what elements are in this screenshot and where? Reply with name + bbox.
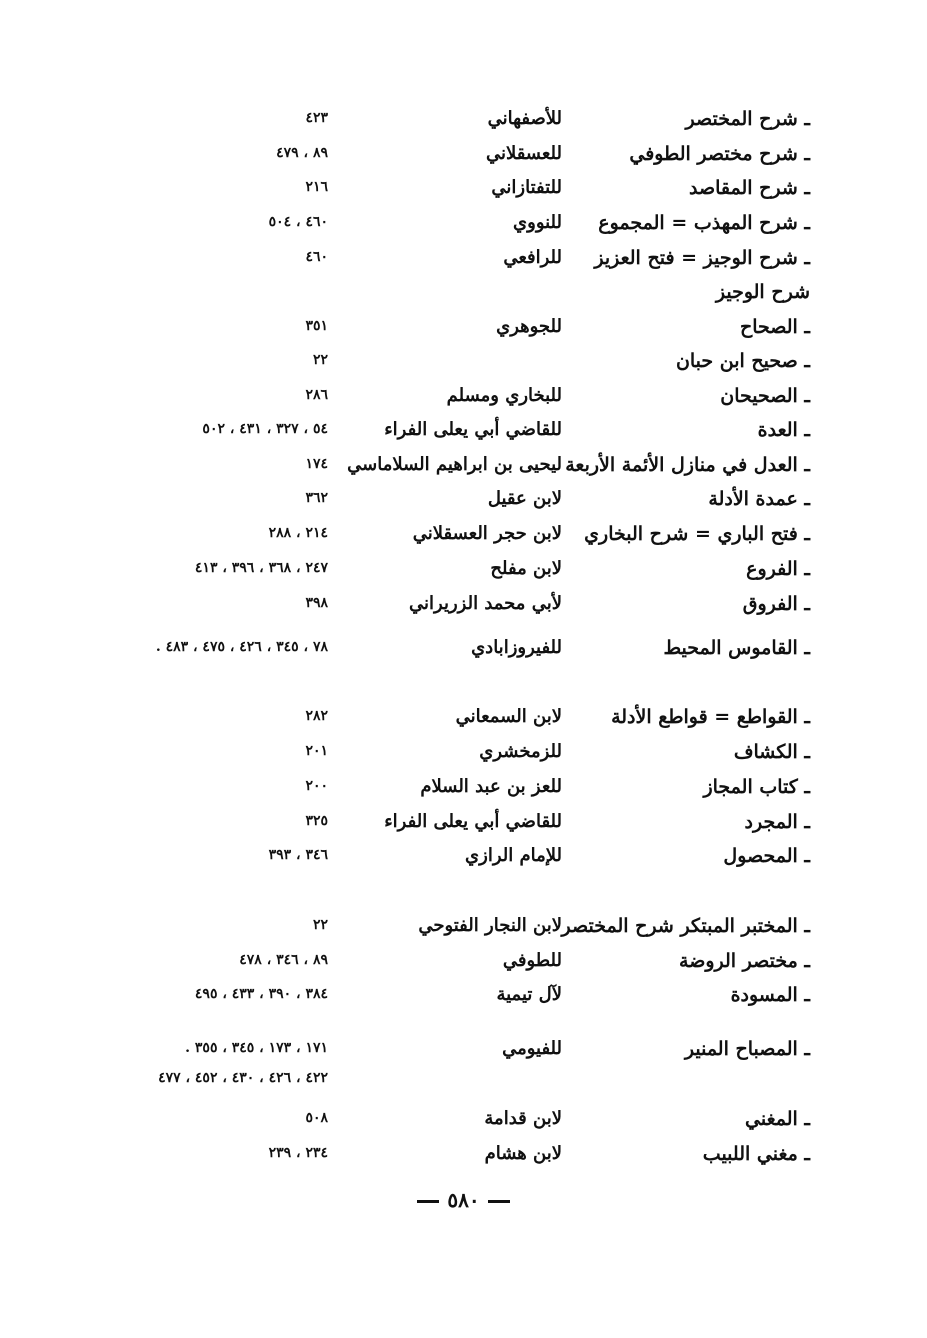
footer-dash-right xyxy=(488,1200,510,1203)
entry-author: للإمام الرازي xyxy=(465,845,562,866)
index-entry xyxy=(100,143,810,177)
entry-author: للزمخشري xyxy=(479,741,562,762)
index-entry xyxy=(100,637,810,671)
index-entry xyxy=(100,316,810,350)
entry-title-continued: شرح الوجيز xyxy=(715,281,810,303)
page-number: ٥٨٠ xyxy=(447,1188,480,1212)
entry-author: للنووي xyxy=(513,212,562,233)
entry-pages: ٣٦٢ xyxy=(305,490,328,506)
entry-title: ـ المسودة xyxy=(730,984,810,1006)
entry-title: ـ مغني اللبيب xyxy=(702,1143,810,1165)
entry-pages: ١٧١ ، ١٧٣ ، ٣٤٥ ، ٣٥٥ . xyxy=(185,1040,328,1056)
entry-pages: ٣٢٥ xyxy=(305,813,328,829)
entry-title: ـ شرح مختصر الطوفي xyxy=(629,143,810,165)
entry-author: لابن عقيل xyxy=(487,488,562,509)
entry-pages: ٧٨ ، ٣٤٥ ، ٤٢٦ ، ٤٧٥ ، ٤٨٣ . xyxy=(155,639,328,655)
entry-pages: ٥٠٨ xyxy=(305,1110,328,1126)
index-entry xyxy=(100,845,810,879)
index-entry xyxy=(100,1038,810,1102)
entry-author: للفيومي xyxy=(502,1038,562,1059)
index-entry xyxy=(100,741,810,775)
entry-pages: ٢٢ xyxy=(312,352,328,368)
entry-pages: ٤٦٠ ، ٥٠٤ xyxy=(268,214,328,230)
entry-author: لابن هشام xyxy=(484,1143,562,1164)
entry-author: لابن قدامة xyxy=(484,1108,562,1129)
entry-pages-continued: ٤٢٢ ، ٤٢٦ ، ٤٣٠ ، ٤٥٢ ، ٤٧٧ xyxy=(158,1070,328,1086)
entry-title: ـ شرح المختصر xyxy=(685,108,810,130)
entry-title: ـ القاموس المحيط xyxy=(663,637,810,659)
entry-pages: ٥٤ ، ٣٢٧ ، ٤٣١ ، ٥٠٢ xyxy=(202,421,328,437)
index-entry xyxy=(100,523,810,557)
entry-title: ـ العدل في منازل الأئمة الأربعة xyxy=(565,454,810,476)
entry-title: ـ الصحيحان xyxy=(720,385,810,407)
entry-pages: ٣٥١ xyxy=(305,318,328,334)
footer-dash-left xyxy=(417,1200,439,1203)
index-entry xyxy=(100,558,810,592)
entry-author: للقاضي أبي يعلى الفراء xyxy=(384,811,562,832)
entry-author: ليحيى بن ابراهيم السلاماسي xyxy=(347,454,562,475)
entry-title: ـ عمدة الأدلة xyxy=(708,488,810,510)
entry-author: للطوفي xyxy=(502,950,562,971)
entry-pages: ٢٣٤ ، ٢٣٩ xyxy=(268,1145,328,1161)
entry-pages: ٢٤٧ ، ٣٦٨ ، ٣٩٦ ، ٤١٣ xyxy=(194,560,328,576)
entry-pages: ٨٩ ، ٤٧٩ xyxy=(276,145,328,161)
entry-title: ـ مختصر الروضة xyxy=(679,950,810,972)
index-entry xyxy=(100,385,810,419)
index-entry xyxy=(100,811,810,845)
entry-pages: ٣٩٨ xyxy=(305,595,328,611)
entry-pages: ١٧٤ xyxy=(305,456,328,472)
entry-author: لابن السمعاني xyxy=(455,706,562,727)
entry-title: ـ العدة xyxy=(757,419,810,441)
index-entry xyxy=(100,593,810,627)
entry-pages: ٢٠١ xyxy=(305,743,328,759)
entry-title: ـ الكشاف xyxy=(733,741,810,763)
entry-title: ـ القواطع = قواطع الأدلة xyxy=(611,706,810,728)
entry-title: ـ صحيح ابن حبان xyxy=(675,350,810,372)
entry-author: للأصفهاني xyxy=(487,108,562,129)
entry-title: ـ شرح الوجيز = فتح العزيز xyxy=(594,247,810,269)
entry-author: للرافعي xyxy=(503,247,562,268)
entry-pages: ٤٦٠ xyxy=(305,249,328,265)
index-entry xyxy=(100,177,810,211)
entry-title: ـ فتح الباري = شرح البخاري xyxy=(584,523,810,545)
index-entry xyxy=(100,419,810,453)
entry-title: ـ شرح المهذب = المجموع xyxy=(598,212,810,234)
index-entry xyxy=(100,984,810,1018)
index-entry xyxy=(100,454,810,488)
entry-author: لابن حجر العسقلاني xyxy=(412,523,562,544)
index-entry xyxy=(100,212,810,246)
entry-author: للجوهري xyxy=(496,316,562,337)
entry-author: لأبي محمد الزريراني xyxy=(409,593,562,614)
index-entry xyxy=(100,350,810,384)
entry-title: ـ المغني xyxy=(745,1108,810,1130)
index-entry xyxy=(100,1143,810,1177)
index-entry xyxy=(100,915,810,949)
entry-author: لآل تيمية xyxy=(496,984,562,1005)
entry-author: للفيروزابادي xyxy=(471,637,562,658)
entry-title: ـ المحصول xyxy=(723,845,810,867)
entry-author: للبخاري ومسلم xyxy=(446,385,562,406)
entry-pages: ٢١٤ ، ٢٨٨ xyxy=(268,525,328,541)
entry-title: ـ المجرد xyxy=(744,811,810,833)
entry-pages: ٣٨٤ ، ٣٩٠ ، ٤٣٣ ، ٤٩٥ xyxy=(194,986,328,1002)
index-entry xyxy=(100,108,810,142)
index-entry xyxy=(100,776,810,810)
entry-pages: ٢٨٦ xyxy=(305,387,328,403)
entry-pages: ٢٢ xyxy=(312,917,328,933)
index-entry xyxy=(100,488,810,522)
page-number-footer xyxy=(0,1188,927,1212)
entry-pages: ٤٢٣ xyxy=(305,110,328,126)
index-entry xyxy=(100,247,810,315)
entry-title: ـ الفروق xyxy=(742,593,810,615)
entry-author: لابن النجار الفتوحي xyxy=(418,915,562,936)
entry-pages: ٢٨٢ xyxy=(305,708,328,724)
entry-title: ـ المصباح المنير xyxy=(684,1038,810,1060)
entry-pages: ٣٤٦ ، ٣٩٣ xyxy=(268,847,328,863)
entry-pages: ٢٠٠ xyxy=(305,778,328,794)
entry-title: ـ المختبر المبتكر شرح المختصر xyxy=(561,915,810,937)
entry-author: للقاضي أبي يعلى الفراء xyxy=(384,419,562,440)
entry-pages: ٨٩ ، ٣٤٦ ، ٤٧٨ xyxy=(239,952,328,968)
entry-author: للعسقلاني xyxy=(485,143,562,164)
entry-pages: ٢١٦ xyxy=(305,179,328,195)
entry-author: للتفتازاني xyxy=(491,177,562,198)
entry-title: ـ كتاب المجاز xyxy=(703,776,810,798)
index-entry xyxy=(100,950,810,984)
entry-title: ـ الفروع xyxy=(746,558,810,580)
index-entry xyxy=(100,706,810,740)
entry-title: ـ شرح المقاصد xyxy=(688,177,810,199)
entry-author: لابن مفلح xyxy=(490,558,562,579)
index-entry xyxy=(100,1108,810,1142)
entry-title: ـ الصحاح xyxy=(739,316,810,338)
entry-author: للعز بن عبد السلام xyxy=(420,776,562,797)
